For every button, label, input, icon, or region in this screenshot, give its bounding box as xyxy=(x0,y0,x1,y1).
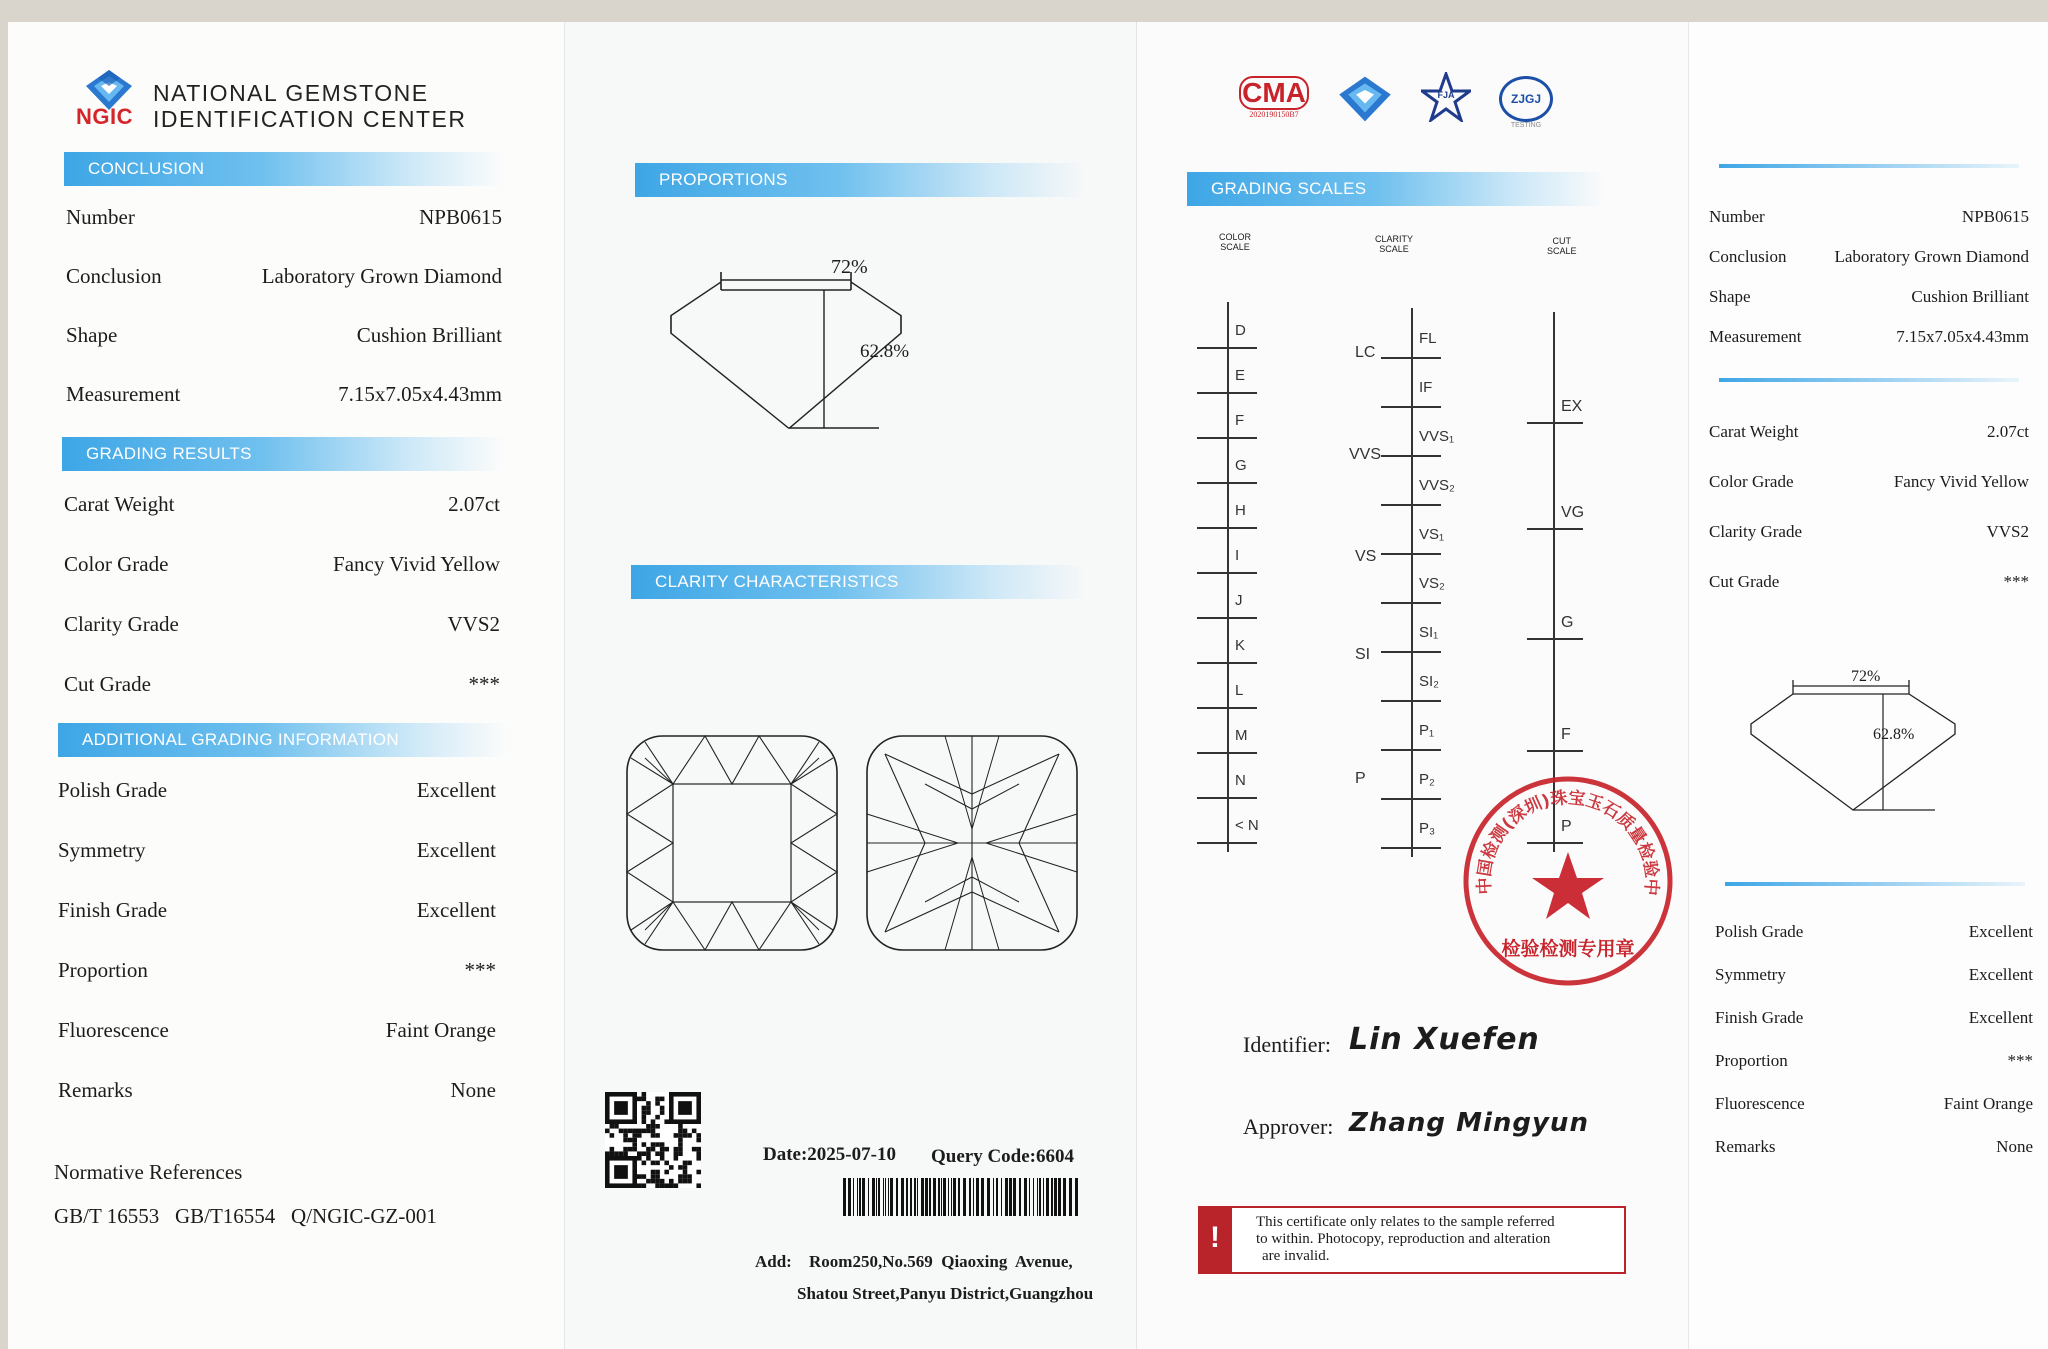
row-label: Symmetry xyxy=(1715,965,1786,984)
scale-grade-label: G xyxy=(1561,614,1574,631)
scale-tick xyxy=(1381,749,1441,751)
scale-tick xyxy=(1197,347,1257,349)
issue-date: Date:2025-07-10 xyxy=(763,1144,896,1165)
scale-grade-label: VS₁ xyxy=(1419,526,1445,544)
row-label: Carat Weight xyxy=(1709,422,1799,441)
row-value: Excellent xyxy=(1968,922,2033,941)
row-label: Measurement xyxy=(66,382,181,406)
table-row xyxy=(1715,1008,2033,1032)
table-row xyxy=(1715,1137,2033,1161)
panel-proportions xyxy=(564,22,1137,1349)
summary-divider-2 xyxy=(1719,378,2019,382)
zjgj-text: ZJGJ xyxy=(1499,76,1553,122)
row-value: Excellent xyxy=(1968,965,2033,984)
seal-bottom-text: 检验检测专用章 xyxy=(1501,938,1635,960)
approver-signature: Zhang Mingyun xyxy=(1349,1108,1589,1138)
table-row xyxy=(1715,922,2033,946)
row-label: Conclusion xyxy=(66,264,162,288)
table-row xyxy=(66,205,502,235)
row-label: Remarks xyxy=(1715,1137,1776,1156)
row-label: Proportion xyxy=(1715,1051,1788,1070)
row-value: Laboratory Grown Diamond xyxy=(261,264,502,288)
row-value: Fancy Vivid Yellow xyxy=(333,552,500,576)
org-name-line1: NATIONAL GEMSTONE xyxy=(153,80,429,106)
panel-conclusion xyxy=(8,22,564,1349)
cma-text: CMA xyxy=(1239,76,1309,110)
ngic-diamond-logo-icon xyxy=(1337,74,1393,124)
color-scale-title: COLOR SCALE xyxy=(1219,232,1252,252)
row-value: *** xyxy=(2007,1051,2033,1070)
scale-grade-label: I xyxy=(1235,547,1240,565)
scale-grade-label: F xyxy=(1235,412,1245,430)
cma-logo xyxy=(1239,76,1309,119)
zjgj-logo xyxy=(1499,76,1553,129)
row-label: Cut Grade xyxy=(1709,572,1780,591)
table-row xyxy=(1709,422,2029,446)
row-value: 2.07ct xyxy=(1986,422,2029,441)
depth-percent: 62.8% xyxy=(860,341,910,362)
summary-divider-3 xyxy=(1725,882,2025,886)
row-label: Conclusion xyxy=(1709,247,1787,266)
table-row xyxy=(66,323,502,353)
summary-depth-percent: 62.8% xyxy=(1873,726,1915,743)
identifier-label: Identifier: xyxy=(1243,1032,1331,1057)
scale-grade-label: VVS₁ xyxy=(1419,428,1455,446)
scale-tick xyxy=(1381,798,1441,800)
barcode xyxy=(843,1178,1081,1216)
scale-grade-label: SI₂ xyxy=(1419,673,1439,691)
table-row xyxy=(58,898,496,928)
table-row xyxy=(1715,1051,2033,1075)
warning-text: This certificate only relates to the sample referred to within. Photocopy, reproduction and alteration are invalid. xyxy=(1256,1214,1555,1264)
scale-tick xyxy=(1197,437,1257,439)
conclusion-table xyxy=(66,205,502,445)
scale-grade-label: F xyxy=(1561,726,1571,743)
row-value: VVS2 xyxy=(447,612,500,636)
row-value: Fancy Vivid Yellow xyxy=(1893,472,2029,491)
scale-tick xyxy=(1381,847,1441,849)
scale-grade-label: VS₂ xyxy=(1419,575,1445,593)
table-row xyxy=(1715,965,2033,989)
scale-tick xyxy=(1381,504,1441,506)
table-row xyxy=(58,958,496,988)
table-row xyxy=(1709,327,2029,351)
scale-tick xyxy=(1527,528,1583,530)
row-value: None xyxy=(1996,1137,2033,1156)
table-row xyxy=(58,838,496,868)
identifier-signature: Lin Xuefen xyxy=(1349,1022,1540,1057)
panel-summary xyxy=(1688,22,2048,1349)
row-label: Measurement xyxy=(1709,327,1802,346)
cut-scale-title: CUT SCALE xyxy=(1547,236,1577,256)
official-seal xyxy=(1461,774,1675,988)
scale-grade-label: H xyxy=(1235,502,1246,520)
summary-table-3 xyxy=(1715,922,2033,1182)
summary-table-2 xyxy=(1709,422,2029,622)
scale-grade-label: < N xyxy=(1235,817,1259,835)
row-label: Color Grade xyxy=(64,552,169,576)
scale-grade-label: P₁ xyxy=(1419,722,1435,740)
clarity-group-label: SI xyxy=(1355,646,1371,663)
table-row xyxy=(64,612,500,642)
row-value: Cushion Brilliant xyxy=(1911,287,2029,306)
clarity-group-label: VS xyxy=(1355,548,1377,565)
ngic-abbr: NGIC xyxy=(76,104,133,129)
row-label: Number xyxy=(1709,207,1765,226)
row-label: Clarity Grade xyxy=(1709,522,1802,541)
table-row xyxy=(64,552,500,582)
clarity-characteristics-banner: CLARITY CHARACTERISTICS xyxy=(631,565,1085,599)
scale-tick xyxy=(1197,482,1257,484)
row-value: Excellent xyxy=(416,838,496,862)
row-label: Finish Grade xyxy=(1715,1008,1804,1027)
scale-tick xyxy=(1381,406,1441,408)
warning-box xyxy=(1198,1206,1626,1274)
table-row xyxy=(64,672,500,702)
clarity-scale xyxy=(1349,308,1465,864)
table-row xyxy=(64,492,500,522)
summary-table-percent: 72% xyxy=(1851,668,1881,685)
grading-scales-banner: GRADING SCALES xyxy=(1187,172,1607,206)
scale-grade-label: E xyxy=(1235,367,1246,385)
table-row xyxy=(1709,287,2029,311)
row-label: Fluorescence xyxy=(58,1018,169,1042)
row-value: Excellent xyxy=(1968,1008,2033,1027)
row-label: Number xyxy=(66,205,135,229)
scale-tick xyxy=(1197,842,1257,844)
clarity-group-label: LC xyxy=(1355,344,1376,361)
color-scale xyxy=(1197,302,1277,862)
scale-tick xyxy=(1197,707,1257,709)
scale-grade-label: IF xyxy=(1419,379,1433,397)
seal-arc-text: 中国检测(深圳)珠宝玉石质量检验中 xyxy=(1474,788,1662,897)
scale-grade-label: VG xyxy=(1561,504,1585,521)
qr-code[interactable] xyxy=(605,1092,701,1188)
scale-tick xyxy=(1527,422,1583,424)
table-row xyxy=(1715,1094,2033,1118)
scale-tick xyxy=(1197,527,1257,529)
scale-grade-label: N xyxy=(1235,772,1246,790)
row-value: None xyxy=(450,1078,496,1102)
cut-scale xyxy=(1527,312,1587,852)
row-value: *** xyxy=(464,958,496,982)
table-row xyxy=(58,1018,496,1048)
clarity-group-label: P xyxy=(1355,770,1366,787)
additional-info-table xyxy=(58,778,496,1138)
scale-grade-label: SI₁ xyxy=(1419,624,1439,642)
scale-axis xyxy=(1411,308,1413,857)
address-label: Add: xyxy=(755,1252,792,1271)
address-line1: Room250,No.569 Qiaoxing Avenue, xyxy=(809,1252,1073,1271)
scale-grade-label: P₃ xyxy=(1419,820,1436,838)
row-label: Shape xyxy=(66,323,118,347)
row-value: Excellent xyxy=(416,898,496,922)
fja-logo xyxy=(1421,72,1471,122)
normative-title: Normative References xyxy=(54,1160,243,1184)
scale-tick xyxy=(1197,797,1257,799)
table-percent: 72% xyxy=(831,256,868,278)
scale-tick xyxy=(1197,572,1257,574)
scale-grade-label: G xyxy=(1235,457,1247,475)
table-row xyxy=(1709,572,2029,596)
additional-info-banner: ADDITIONAL GRADING INFORMATION xyxy=(58,723,508,757)
address-line2: Shatou Street,Panyu District,Guangzhou xyxy=(797,1284,1094,1303)
row-value: 7.15x7.05x4.43mm xyxy=(338,382,502,406)
row-label: Proportion xyxy=(58,958,148,982)
grading-results-table xyxy=(64,492,500,732)
table-row xyxy=(58,778,496,808)
row-label: Cut Grade xyxy=(64,672,151,696)
scale-tick xyxy=(1381,357,1441,359)
scale-grade-label: J xyxy=(1235,592,1243,610)
scale-grade-label: M xyxy=(1235,727,1248,745)
table-row xyxy=(1709,207,2029,231)
row-value: Cushion Brilliant xyxy=(356,323,502,347)
warning-icon: ! xyxy=(1198,1206,1232,1274)
certificate-sheet xyxy=(8,22,2048,1349)
row-value: Faint Orange xyxy=(1943,1094,2033,1113)
panel-grading-scales xyxy=(1136,22,1689,1349)
clarity-group-label: VVS xyxy=(1349,446,1382,463)
row-label: Remarks xyxy=(58,1078,133,1102)
table-row xyxy=(1709,247,2029,271)
row-label: Color Grade xyxy=(1709,472,1794,491)
proportions-banner: PROPORTIONS xyxy=(635,163,1085,197)
row-label: Clarity Grade xyxy=(64,612,179,636)
conclusion-banner: CONCLUSION xyxy=(64,152,504,186)
row-label: Finish Grade xyxy=(58,898,168,922)
scale-grade-label: K xyxy=(1235,637,1246,655)
row-value: *** xyxy=(468,672,500,696)
summary-table-1 xyxy=(1709,207,2029,357)
scale-grade-label: VVS₂ xyxy=(1419,477,1455,495)
scale-tick xyxy=(1197,392,1257,394)
row-value: Faint Orange xyxy=(385,1018,496,1042)
scale-grade-label: P₂ xyxy=(1419,771,1435,789)
row-label: Shape xyxy=(1709,287,1751,306)
scale-grade-label: EX xyxy=(1561,398,1583,415)
row-value: Laboratory Grown Diamond xyxy=(1834,247,2029,266)
row-label: Symmetry xyxy=(58,838,146,862)
scale-tick xyxy=(1381,553,1441,555)
crown-plot-diagram xyxy=(625,734,841,954)
summary-divider-1 xyxy=(1719,164,2019,168)
row-label: Carat Weight xyxy=(64,492,175,516)
scale-tick xyxy=(1197,752,1257,754)
row-label: Polish Grade xyxy=(1715,922,1804,941)
scale-grade-label: FL xyxy=(1419,330,1437,348)
row-label: Fluorescence xyxy=(1715,1094,1805,1113)
scale-tick xyxy=(1381,455,1441,457)
table-row xyxy=(1709,472,2029,496)
pavilion-plot-diagram xyxy=(865,734,1081,954)
scale-grade-label: L xyxy=(1235,682,1244,700)
scale-tick xyxy=(1381,602,1441,604)
row-value: 7.15x7.05x4.43mm xyxy=(1896,327,2029,346)
table-row xyxy=(1709,522,2029,546)
query-code: Query Code:6604 xyxy=(931,1146,1075,1167)
scale-tick xyxy=(1527,750,1583,752)
table-row xyxy=(58,1078,496,1108)
grading-results-banner: GRADING RESULTS xyxy=(62,437,504,471)
scale-tick xyxy=(1381,700,1441,702)
row-value: NPB0615 xyxy=(419,205,502,229)
normative-refs: GB/T 16553 GB/T16554 Q/NGIC-GZ-001 xyxy=(54,1204,437,1228)
scale-tick xyxy=(1197,662,1257,664)
table-row xyxy=(66,382,502,412)
scale-grade-label: P xyxy=(1561,818,1572,835)
row-value: NPB0615 xyxy=(1961,207,2029,226)
table-row xyxy=(66,264,502,294)
row-value: VVS2 xyxy=(1986,522,2029,541)
row-value: 2.07ct xyxy=(448,492,500,516)
scale-axis xyxy=(1227,302,1229,852)
scale-tick xyxy=(1381,651,1441,653)
cma-number: 2020190150B7 xyxy=(1249,110,1299,119)
zjgj-sub: TESTING xyxy=(1510,122,1542,129)
scale-tick xyxy=(1527,638,1583,640)
row-value: *** xyxy=(2003,572,2029,591)
approver-label: Approver: xyxy=(1243,1114,1334,1139)
scale-axis xyxy=(1553,312,1555,852)
scale-grade-label: D xyxy=(1235,322,1246,340)
fja-text: FJA xyxy=(1437,90,1455,100)
row-value: Excellent xyxy=(416,778,496,802)
org-name-line2: IDENTIFICATION CENTER xyxy=(153,106,467,132)
scale-tick xyxy=(1197,617,1257,619)
clarity-scale-title: CLARITY SCALE xyxy=(1375,234,1414,254)
row-label: Polish Grade xyxy=(58,778,168,802)
